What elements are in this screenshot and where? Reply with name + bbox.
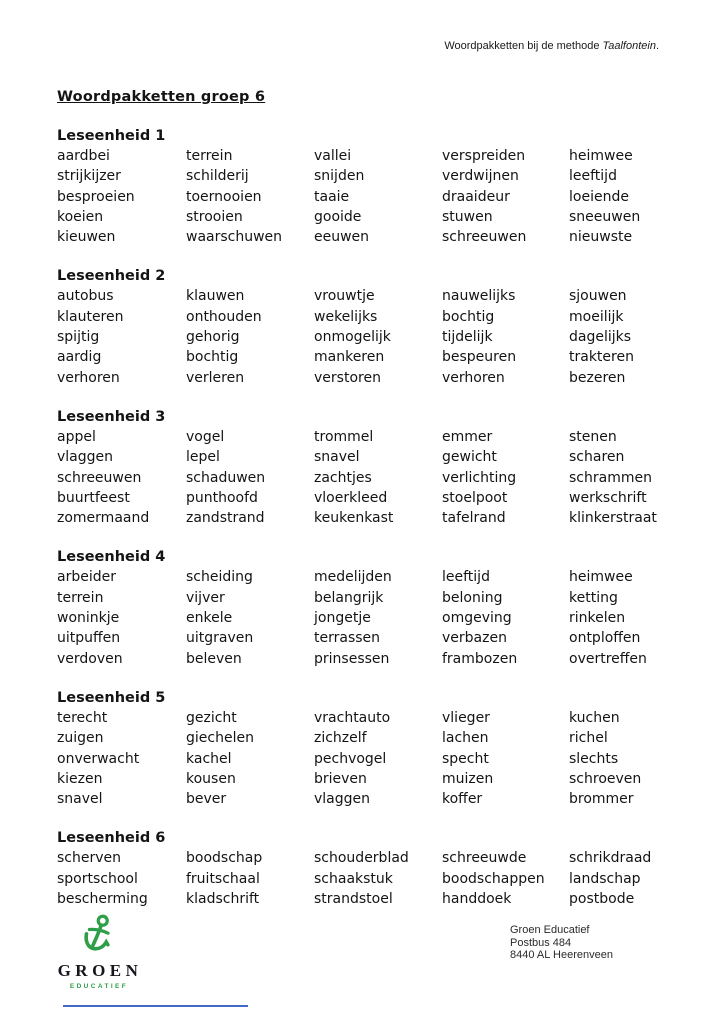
word: trakteren [569,349,634,366]
word: dagelijks [569,329,632,346]
word-grid [57,708,659,809]
word: gezicht [186,709,237,726]
word: heimwee [569,569,633,586]
word: scharen [569,449,625,466]
word: frambozen [442,650,518,667]
word: punthoofd [186,489,258,506]
word: snavel [57,791,103,808]
word: medelijden [314,569,392,586]
word: loeiende [569,188,629,205]
word: bever [186,791,227,808]
word: terrein [57,589,104,606]
word: terrassen [314,630,381,647]
word: snavel [314,449,360,466]
word: besproeien [57,188,135,205]
word: verspreiden [442,148,526,164]
word: onthouden [186,308,262,325]
word: lachen [442,730,489,747]
word: verstoren [314,369,381,386]
method-name: Taalfontein [602,40,656,52]
word: snijden [314,168,365,185]
word: schilderij [186,168,249,185]
word: brommer [569,791,634,808]
word: schreeuwde [442,850,527,867]
word: strandstoel [314,891,393,908]
word: kousen [186,770,236,787]
word: zachtjes [314,469,372,486]
word: tafelrand [442,510,506,527]
word: enkele [186,610,233,627]
word: tijdelijk [442,329,493,346]
word: schaduwen [186,469,266,486]
word: klauteren [57,308,124,325]
word-grid [57,567,659,668]
word: vrachtauto [314,709,391,726]
word: werkschrift [569,489,647,506]
address-line: Postbus 484 [510,936,572,949]
word: giechelen [186,730,254,747]
word: strijkijzer [57,168,121,185]
word-grid [57,146,659,247]
word: vrouwtje [314,288,375,305]
word: klauwen [186,288,245,305]
word: keukenkast [314,510,394,527]
word: autobus [57,288,114,305]
sections [57,126,659,909]
word: zomermaand [57,510,150,527]
word: kachel [186,750,232,767]
word-grid [57,427,659,528]
word: handdoek [442,891,512,908]
word: spijtig [57,329,100,346]
word: terecht [57,709,108,726]
word: gooide [314,208,362,225]
section-heading: Leseenheid 2 [57,268,166,285]
word: vijver [186,589,225,606]
word: jongetje [314,610,371,627]
word: overtreffen [569,650,647,667]
word: vallei [314,148,352,164]
word: toernooien [186,188,262,205]
word: nauwelijks [442,288,516,305]
word: koeien [57,208,104,225]
word: ontploffen [569,630,641,647]
word: onmogelijk [314,329,391,346]
word: richel [569,730,608,747]
section-heading: Leseenheid 6 [57,830,166,847]
word: vlaggen [57,449,114,466]
word-section [57,688,659,809]
word: kuchen [569,709,620,726]
word: schrammen [569,469,652,486]
word: postbode [569,891,635,908]
word: vlieger [442,709,490,726]
publisher-address [510,924,613,962]
word: schreeuwen [442,229,527,246]
page-title: Woordpakketten groep 6 [57,89,266,105]
word: omgeving [442,610,512,627]
word: moeilijk [569,308,624,325]
word: stoelpoot [442,489,508,506]
word: strooien [186,208,243,225]
word: ketting [569,589,618,606]
word: sjouwen [569,288,627,305]
word-grid [57,848,659,909]
word: beloning [442,589,503,606]
address-line: Groen Educatief [510,924,590,936]
document-note-suffix: . [655,40,659,52]
word: boodschap [186,850,263,867]
word: terrein [186,148,233,164]
word: waarschuwen [186,229,283,246]
word: appel [57,428,96,445]
word: schouderblad [314,850,409,867]
page-footer [0,908,716,1013]
section-heading: Leseenheid 4 [57,549,166,566]
word: kieuwen [57,229,116,246]
word: schroeven [569,770,642,787]
publisher-logo [50,912,146,990]
word: draaideur [442,188,510,205]
word: scherven [57,850,122,867]
word: schreeuwen [57,469,142,486]
word: klinkerstraat [569,510,657,527]
word: bezeren [569,369,626,386]
bottom-divider [63,1005,248,1007]
word: prinsessen [314,650,390,667]
word: gewicht [442,449,497,466]
section-heading: Leseenheid 5 [57,689,166,706]
word-section [57,547,659,668]
word-section [57,266,659,387]
word: woninkje [57,610,120,627]
word: pechvogel [314,750,387,767]
word-section [57,407,659,528]
word: scheiding [186,569,253,586]
word: mankeren [314,349,385,366]
word-grid [57,286,659,387]
word: bochtig [442,308,495,325]
word: beleven [186,650,242,667]
word: kladschrift [186,891,260,908]
word: nieuwste [569,229,633,246]
logo-name: GROEN [57,961,143,980]
word: heimwee [569,148,633,164]
word: schaakstuk [314,870,393,887]
word: buurtfeest [57,489,130,506]
word: verhoren [442,369,505,386]
word: aardig [57,349,102,366]
word-section [57,828,659,909]
logo-tagline: EDUCATIEF [69,983,129,990]
word: vloerkleed [314,489,388,506]
word: rinkelen [569,610,626,627]
word: verlichting [442,469,517,486]
word: leeftijd [442,569,490,586]
word: muizen [442,770,494,787]
word: arbeider [57,569,116,586]
word: verhoren [57,369,120,386]
word: gehorig [186,329,240,346]
word: stuwen [442,208,493,225]
word: kiezen [57,770,103,787]
word: sneeuwen [569,208,641,225]
word: emmer [442,428,493,445]
word: verleren [186,369,245,386]
word: fruitschaal [186,870,260,887]
document-note-prefix: Woordpakketten bij de methode [444,40,603,52]
word: bescherming [57,891,148,908]
word: vlaggen [314,791,371,808]
document-note [57,40,659,53]
word: brieven [314,770,367,787]
word: leeftijd [569,168,617,185]
word-section [57,126,659,247]
word: belangrijk [314,589,384,606]
word: trommel [314,428,374,445]
anchor-icon [75,908,122,963]
word: onverwacht [57,750,140,767]
word: uitpuffen [57,630,121,647]
word: verdoven [57,650,123,667]
section-heading: Leseenheid 1 [57,128,166,144]
word: bochtig [186,349,239,366]
word: slechts [569,750,619,767]
section-heading: Leseenheid 3 [57,408,166,425]
address-line: 8440 AL Heerenveen [510,949,613,961]
word: lepel [186,449,220,466]
word: wekelijks [314,308,378,325]
word: zandstrand [186,510,265,527]
word: taaie [314,188,350,205]
word: bespeuren [442,349,517,366]
word: specht [442,750,489,767]
word: schrikdraad [569,850,652,867]
word: zuigen [57,730,104,747]
word: zichzelf [314,730,367,747]
word: sportschool [57,870,138,887]
word: verbazen [442,630,507,647]
word: aardbei [57,148,110,164]
word: vogel [186,428,225,445]
word: landschap [569,870,641,887]
word: uitgraven [186,630,254,647]
word: koffer [442,791,483,808]
word: stenen [569,428,617,445]
word: boodschappen [442,870,545,887]
word: eeuwen [314,229,370,246]
word: verdwijnen [442,168,519,185]
